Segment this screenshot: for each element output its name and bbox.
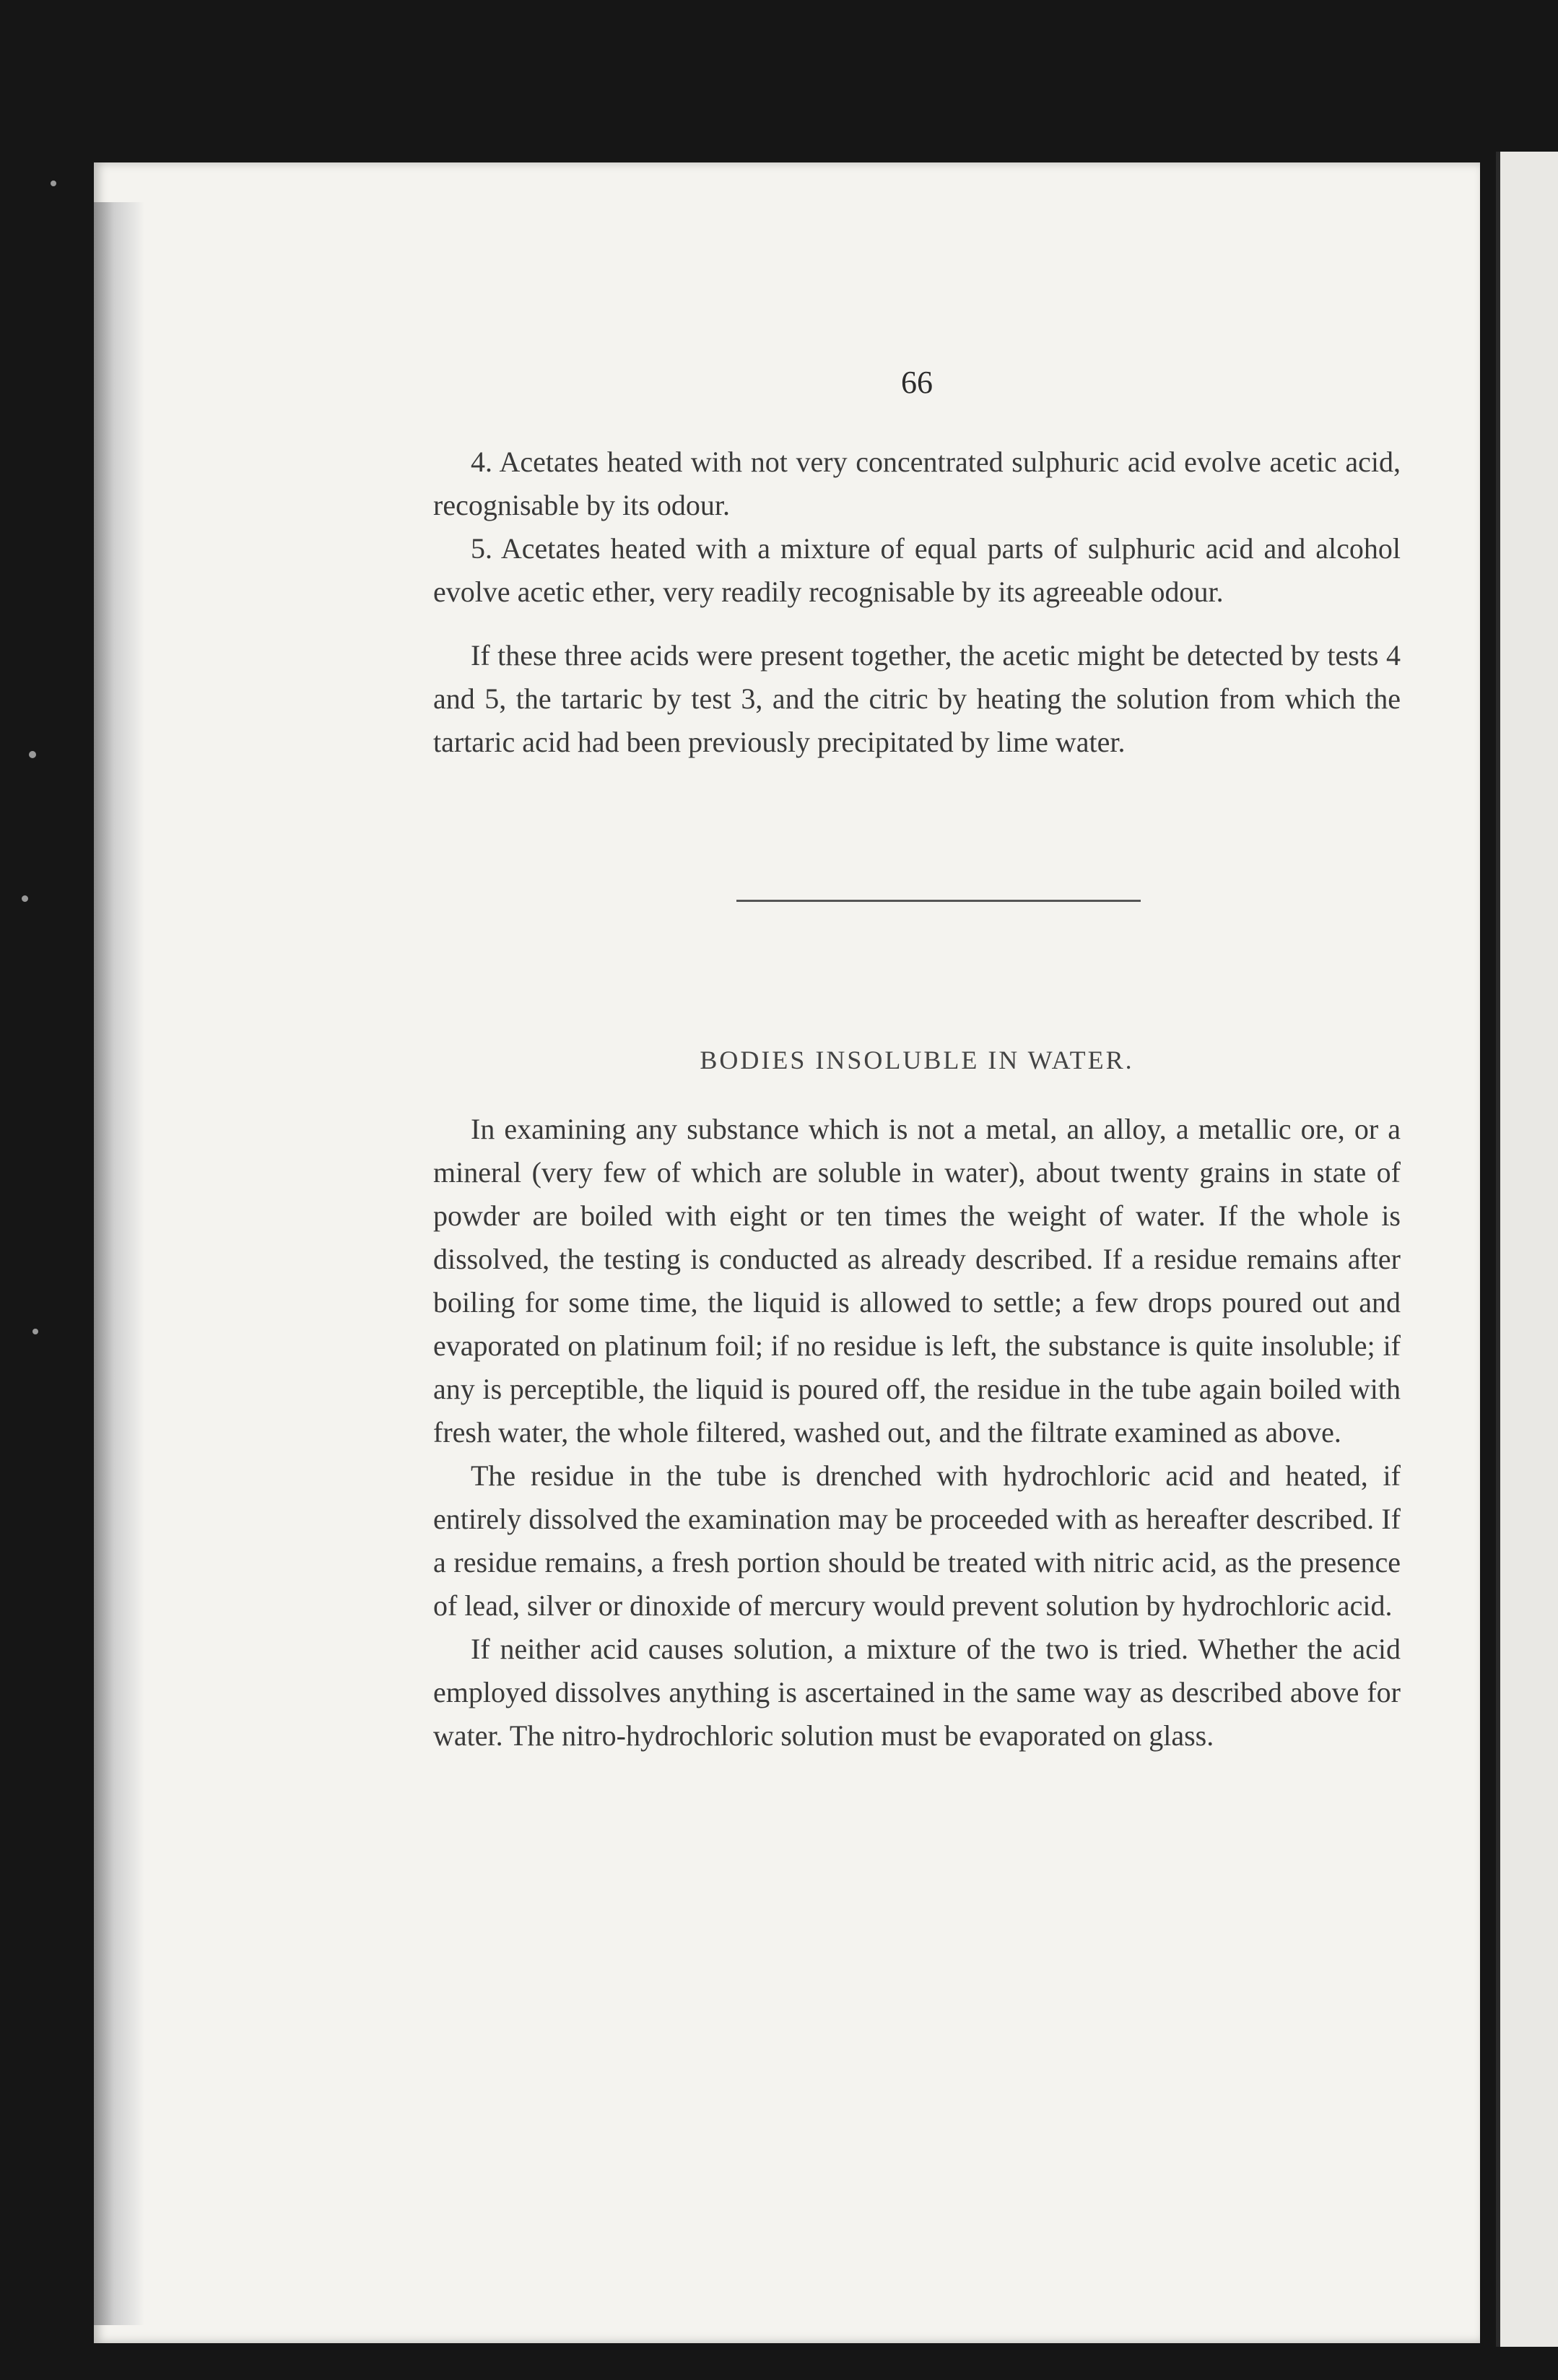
page-number: 66 (901, 365, 933, 400)
paragraph-test-4: 4. Acetates heated with not very concentrated sulphuric acid evolve acetic acid, recognisable by its odour. (433, 446, 1401, 521)
scan-speck (32, 1329, 38, 1334)
section-heading: BODIES INSOLUBLE IN WATER. (700, 1046, 1134, 1074)
scan-speck (51, 181, 56, 186)
adjacent-page-edge (1496, 152, 1558, 2347)
section-divider (433, 880, 1401, 923)
scan-speck (22, 895, 28, 902)
paragraph-examining: In examining any substance which is not a metal, an alloy, a metallic ore, or a mineral (very few of which are soluble in water), about twenty grains in state of powder are boiled with eight or ten times the weight of water. If the whole is dissolved, the testing is conducted as already described. If a residue remains after boiling for some time, the liquid is allowed to settle; a few drops poured out and evaporated on platinum foil; if no residue is left, the substance is quite insoluble; if any is perceptible, the liquid is poured off, the residue in the tube again boiled with fresh water, the whole filtered, washed out, and the filtrate examined as above. (433, 1113, 1401, 1449)
page-gutter-shadow (94, 202, 144, 2325)
paragraph-residue: The residue in the tube is drenched with hydrochloric acid and heated, if entirely dissolved the examination may be proceeded with as hereafter described. If a residue remains, a fresh portion should be treated with nitric acid, as the presence of lead, silver or dinoxide of mercury would prevent solution by hydrochloric acid. (433, 1459, 1401, 1622)
paragraph-three-acids: If these three acids were present together, the acetic might be detected by tests 4 and 5, the tartaric by test 3, and the citric by heating the solution from which the tartaric acid had been previously precipitated by lime water. (433, 639, 1401, 758)
scan-speck (29, 751, 36, 758)
paragraph-test-5: 5. Acetates heated with a mixture of equal parts of sulphuric acid and alcohol evolve acetic ether, very readily recognisable by its agreeable odour. (433, 532, 1401, 608)
horizontal-rule (736, 900, 1141, 902)
page-text (433, 361, 1401, 1758)
paragraph-neither-acid: If neither acid causes solution, a mixture of the two is tried. Whether the acid employed dissolves anything is ascertained in the same way as described above for water. The nitro-hydrochloric solution must be evaporated on glass. (433, 1633, 1401, 1752)
